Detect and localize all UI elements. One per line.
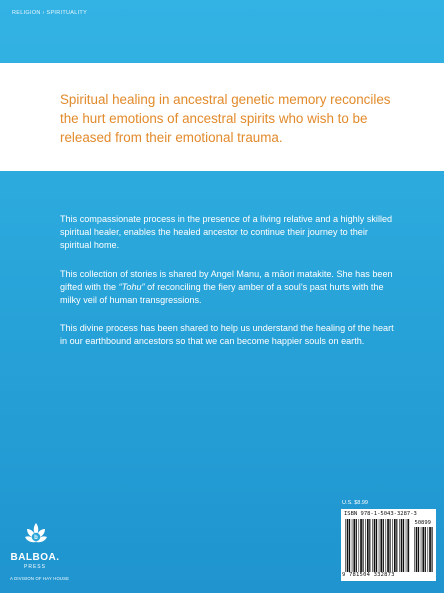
paragraph-2-text-a: This collection of stories is shared by Angel Manu, a māori matakite. She has been gifted with the	[60, 269, 393, 292]
tagline: Spiritual healing in ancestral genetic memory reconciles the hurt emotions of ancestral spirits who wish to be released from their emotional trauma.	[60, 92, 391, 145]
isbn-text: ISBN 978-1-5043-3287-3	[344, 511, 417, 517]
addon-number: 50899	[414, 520, 431, 526]
description-paragraph-3: This divine process has been shared to help us understand the healing of the heart in our earthbound ancestors so that we can become happier souls on earth.	[60, 323, 394, 346]
addon-bars	[413, 527, 433, 572]
publisher-logo	[10, 522, 80, 584]
description	[60, 213, 394, 364]
description-paragraph-2	[60, 268, 394, 307]
publisher-division: A DIVISION OF HAY HOUSE	[10, 576, 70, 581]
ean-digits: 9 781504 332873	[342, 572, 395, 578]
lotus-icon	[24, 522, 48, 550]
price-label: U.S. $8.99	[342, 500, 368, 506]
paragraph-2-text-b: of reconciling the fiery amber of a soul’s past hurts with the milky veil of human transgressions.	[60, 282, 384, 305]
category-label: RELIGION › SPIRITUALITY	[12, 10, 88, 16]
barcode-bars	[344, 519, 410, 572]
publisher-name: BALBOA.	[10, 552, 60, 563]
barcode-box	[341, 509, 436, 581]
description-paragraph-1: This compassionate process in the presence of a living relative and a highly skilled spiritual healer, enables the healed ancestor to continue their journey to their spiritual home.	[60, 214, 393, 250]
publisher-sub: PRESS	[24, 564, 46, 570]
tohu-term: “Tohu”	[118, 282, 145, 292]
svg-text:b: b	[34, 535, 38, 542]
